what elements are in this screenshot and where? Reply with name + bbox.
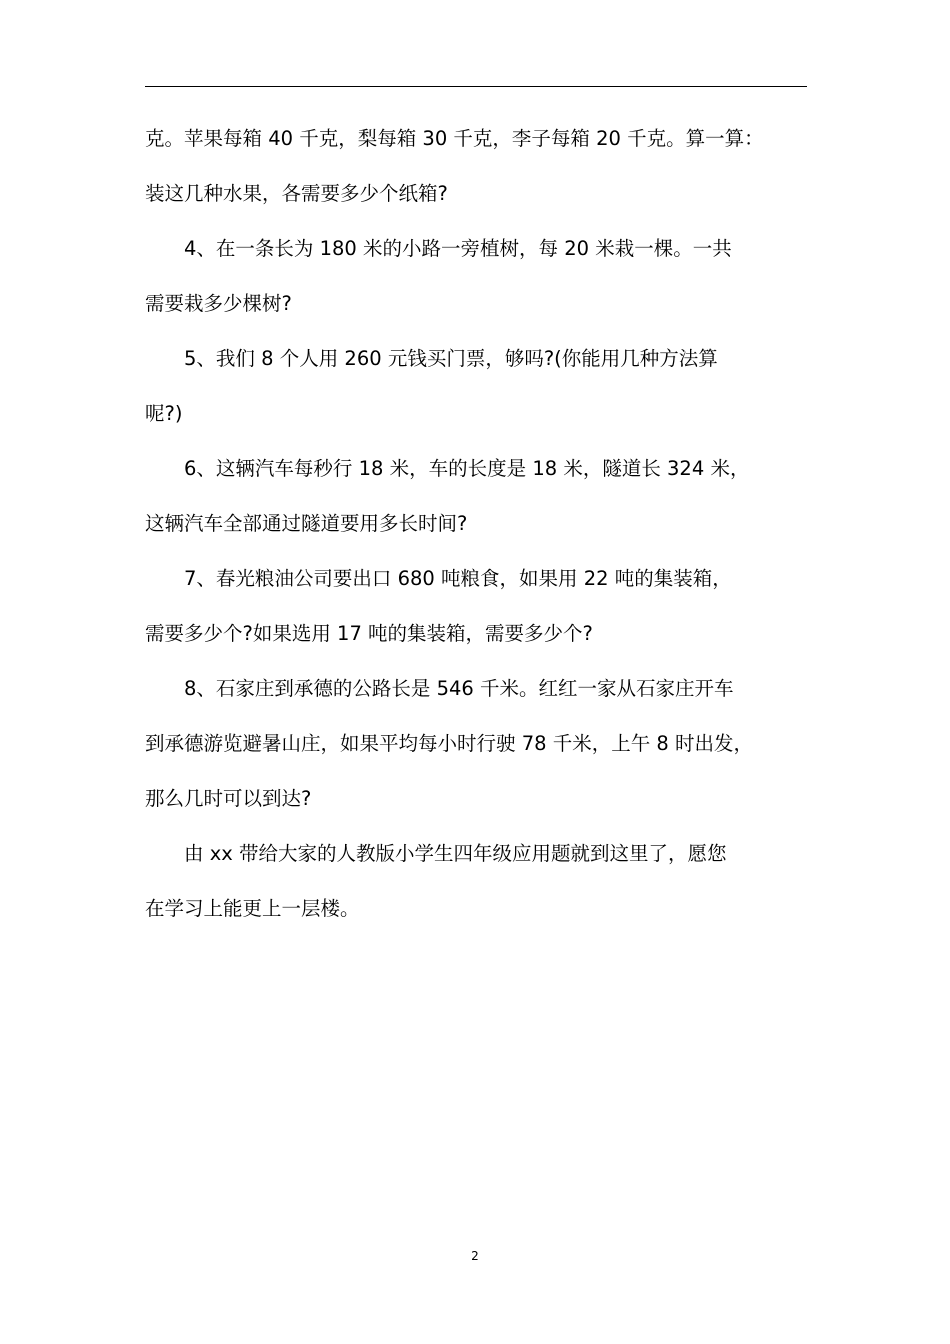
text-line: 8、石家庄到承德的公路长是 546 千米。红红一家从石家庄开车 [145, 677, 734, 700]
header-rule [145, 86, 807, 87]
text-line: 5、我们 8 个人用 260 元钱买门票，够吗?(你能用几种方法算 [145, 347, 718, 370]
document-body [145, 116, 807, 941]
text-line: 在学习上能更上一层楼。 [145, 897, 360, 920]
text-line: 呢?) [145, 402, 183, 425]
text-line: 到承德游览避暑山庄，如果平均每小时行驶 78 千米，上午 8 时出发， [145, 732, 754, 755]
text-line: 那么几时可以到达? [145, 787, 312, 810]
text-line: 4、在一条长为 180 米的小路一旁植树，每 20 米栽一棵。一共 [145, 237, 732, 260]
text-line: 这辆汽车全部通过隧道要用多长时间? [145, 512, 468, 535]
text-line: 装这几种水果，各需要多少个纸箱? [145, 182, 448, 205]
text-line: 克。苹果每箱 40 千克，梨每箱 30 千克，李子每箱 20 千克。算一算： [145, 127, 764, 150]
text-line: 需要多少个?如果选用 17 吨的集装箱，需要多少个? [145, 622, 593, 645]
text-line: 需要栽多少棵树? [145, 292, 292, 315]
page-number: 2 [471, 1249, 479, 1263]
text-line: 6、这辆汽车每秒行 18 米，车的长度是 18 米，隧道长 324 米， [145, 457, 750, 480]
text-line: 7、春光粮油公司要出口 680 吨粮食，如果用 22 吨的集装箱， [145, 567, 732, 590]
text-line: 由 xx 带给大家的人教版小学生四年级应用题就到这里了，愿您 [145, 842, 727, 865]
